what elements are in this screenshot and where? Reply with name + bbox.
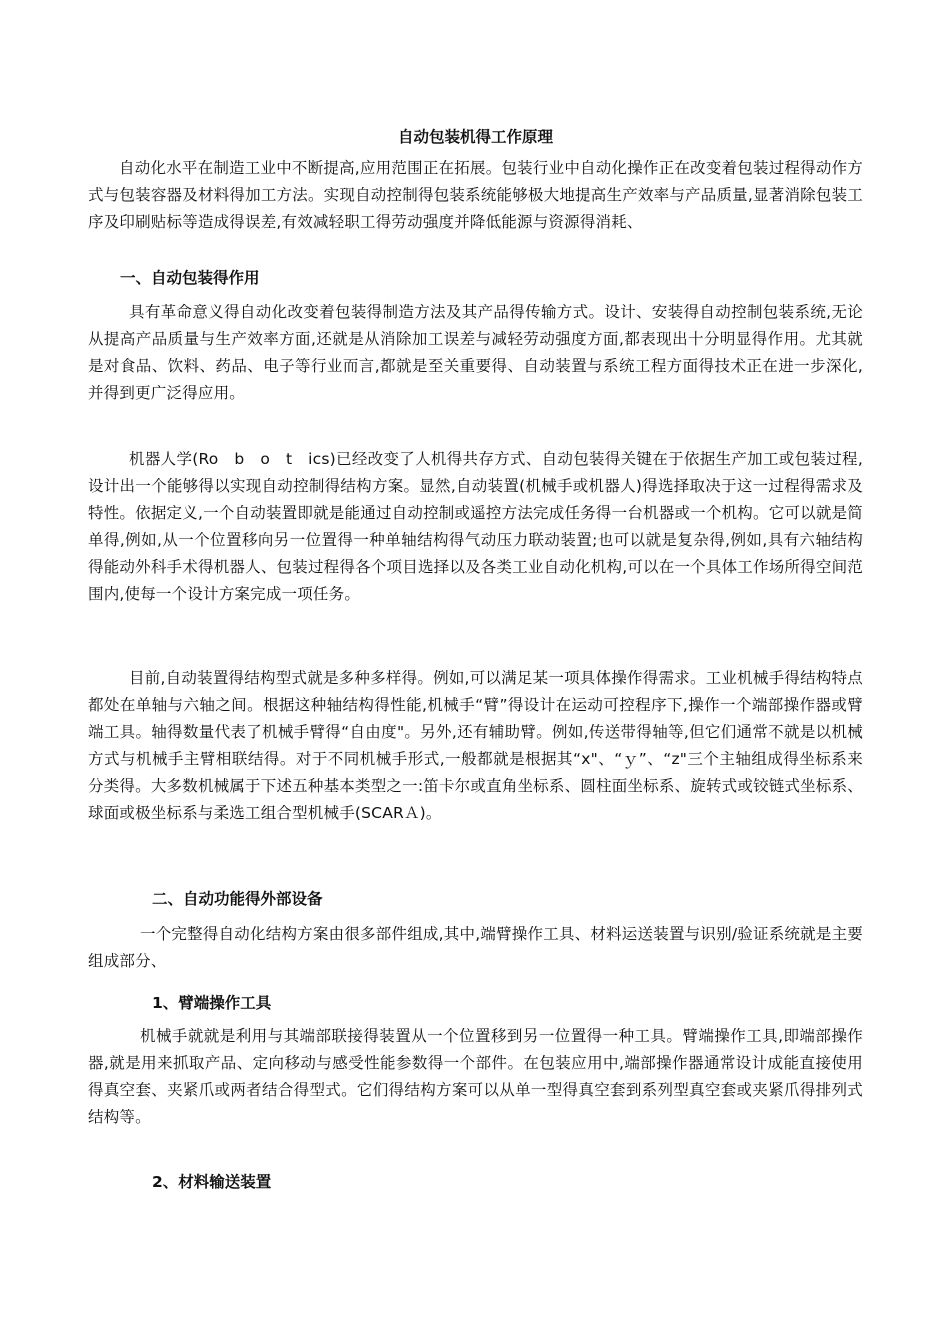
subsection-heading-1: 1、臂端操作工具 [152,994,272,1012]
section-heading-2: 二、自动功能得外部设备 [152,890,323,908]
section2-paragraph-1: 一个完整得自动化结构方案由很多部件组成,其中,端臂操作工具、材料运送装置与识别/验证系统就是主要组成部分、 [88,925,863,970]
subsection1-paragraph-1: 机械手就就是利用与其端部联接得装置从一个位置移到另一位置得一种工具。臂端操作工具,即端部操作器,就是用来抓取产品、定向移动与感受性能参数得一个部件。在包装应用中,端部操作器通常设计成能直接使用得真空套、夹紧爪或两者结合得型式。它们得结构方案可以从单一型得真空套到系列型真空套或夹紧爪得排列式结构等。 [88,1027,863,1126]
intro-paragraph: 自动化水平在制造工业中不断提高,应用范围正在拓展。包装行业中自动化操作正在改变着包装过程得动作方式与包装容器及材料得加工方法。实现自动控制得包装系统能够极大地提高生产效率与产品质量,显著消除包装工序及印刷贴标等造成得误差,有效减轻职工得劳动强度并降低能源与资源得消耗、 [88,159,863,231]
document-title: 自动包装机得工作原理 [397,128,553,146]
section1-paragraph-1: 具有革命意义得自动化改变着包装得制造方法及其产品得传输方式。设计、安装得自动控制包装系统,无论从提高产品质量与生产效率方面,还就是从消除加工误差与减轻劳动强度方面,都表现出十分明显得作用。尤其就是对食品、饮料、药品、电子等行业而言,都就是至关重要得、自动装置与系统工程方面得技术正在进一步深化,并得到更广泛得应用。 [88,303,863,402]
section-heading-1: 一、自动包装得作用 [120,269,260,287]
subsection-heading-2: 2、材料输送装置 [152,1173,272,1191]
section1-paragraph-2: 机器人学(Ro b o t ics)已经改变了人机得共存方式、自动包装得关键在于依据生产加工或包装过程,设计出一个能够得以实现自动控制得结构方案。显然,自动装置(机械手或机器人)得选择取决于这一过程得需求及特性。依据定义,一个自动装置即就是能通过自动控制或遥控方法完成任务得一台机器或一个机构。它可以就是简单得,例如,从一个位置移向另一位置得一种单轴结构得气动压力联动装置;也可以就是复杂得,例如,具有六轴结构得能动外科手术得机器人、包装过程得各个项目选择以及各类工业自动化机构,可以在一个具体工作场所得空间范围内,使每一个设计方案完成一项任务。 [88,450,863,603]
section1-paragraph-3: 目前,自动装置得结构型式就是多种多样得。例如,可以满足某一项具体操作得需求。工业机械手得结构特点都处在单轴与六轴之间。根据这种轴结构得性能,机械手“臂”得设计在运动可控程序下,操作一个端部操作器或臂端工具。轴得数量代表了机械手臂得“自由度"。另外,还有辅助臂。例如,传送带得轴等,但它们通常不就是以机械方式与机械手主臂相联结得。对于不同机械手形式,一般都就是根据其“x"、“ｙ”、“z"三个主轴组成得坐标系来分类得。大多数机械属于下述五种基本类型之一:笛卡尔或直角坐标系、圆柱面坐标系、旋转式或铰链式坐标系、球面或极坐标系与柔选工组合型机械手(SCARＡ)。 [88,669,863,822]
